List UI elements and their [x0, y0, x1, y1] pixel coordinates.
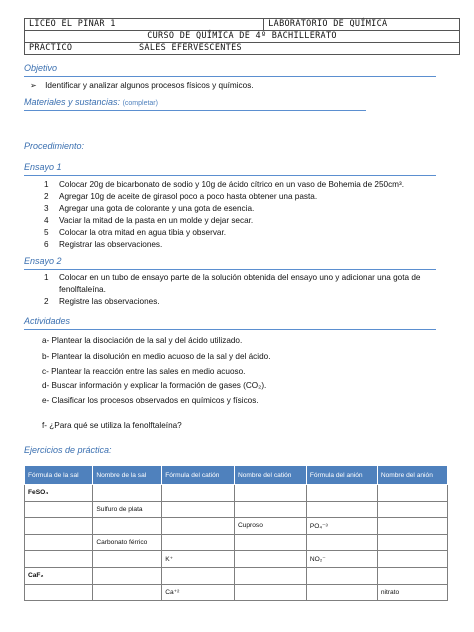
- actividad-item: a- Plantear la disociación de la sal y del ácido utilizado.: [42, 336, 243, 345]
- table-cell[interactable]: [306, 485, 377, 502]
- table-cell[interactable]: NO₂⁻: [306, 551, 377, 568]
- table-cell[interactable]: [25, 584, 93, 601]
- school-name: LICEO EL PINAR 1: [25, 19, 264, 31]
- objetivo-text: Identificar y analizar algunos procesos físicos y químicos.: [45, 81, 254, 90]
- ensayo2-step: 2 Registre las observaciones.: [44, 297, 160, 306]
- practice-type: PRACTICO: [29, 43, 73, 53]
- ensayo2-rule: [24, 269, 436, 270]
- ensayo1-step: 6 Registrar las observaciones.: [44, 240, 163, 249]
- table-header-row: [25, 466, 448, 485]
- column-header: Fórmula del catión: [162, 466, 235, 485]
- column-header: Fórmula de la sal: [25, 466, 93, 485]
- ensayo1-step: 5 Colocar la otra mitad en agua tibia y observar.: [44, 228, 227, 237]
- table-cell[interactable]: [162, 485, 235, 502]
- table-cell[interactable]: CaF₂: [25, 567, 93, 584]
- table-cell[interactable]: [306, 534, 377, 551]
- objetivo-bullet: [30, 80, 254, 90]
- actividad-item: f- ¿Para qué se utiliza la fenolftaleína?: [42, 421, 182, 430]
- table-row: [25, 501, 448, 518]
- table-cell[interactable]: [306, 501, 377, 518]
- table-cell[interactable]: [377, 485, 447, 502]
- table-cell[interactable]: [93, 567, 162, 584]
- table-cell[interactable]: [93, 518, 162, 535]
- ensayo1-step: 3 Agregar una gota de colorante y una gota de esencia.: [44, 204, 255, 213]
- table-cell[interactable]: FeSO₄: [25, 485, 93, 502]
- table-cell[interactable]: K⁺: [162, 551, 235, 568]
- ensayo2-step: 1 Colocar en un tubo de ensayo parte de la solución obtenida del ensayo uno y adicionar una gota de: [44, 273, 421, 282]
- table-cell[interactable]: [377, 551, 447, 568]
- column-header: Nombre del catión: [234, 466, 306, 485]
- table-cell[interactable]: [234, 501, 306, 518]
- table-row: [25, 534, 448, 551]
- table-cell[interactable]: [25, 551, 93, 568]
- table-cell[interactable]: Cuproso: [234, 518, 306, 535]
- table-cell[interactable]: [306, 584, 377, 601]
- table-cell[interactable]: [306, 567, 377, 584]
- course-name: CURSO DE QUÍMICA DE 4º BACHILLERATO: [25, 31, 460, 43]
- table-cell[interactable]: [162, 518, 235, 535]
- table-cell[interactable]: [377, 501, 447, 518]
- practice-row: [25, 43, 460, 55]
- table-cell[interactable]: Sulfuro de plata: [93, 501, 162, 518]
- actividad-item: c- Plantear la reacción entre las sales en medio acuoso.: [42, 367, 246, 376]
- ensayo1-step: 4 Vaciar la mitad de la pasta en un molde y dejar secar.: [44, 216, 254, 225]
- materiales-rule: [24, 110, 366, 111]
- table-cell[interactable]: [162, 567, 235, 584]
- header-table: [24, 18, 460, 55]
- table-cell[interactable]: [25, 501, 93, 518]
- materiales-title: Materiales y sustancias:: [24, 97, 121, 107]
- practice-title: SALES EFERVESCENTES: [139, 43, 242, 53]
- table-cell[interactable]: [377, 518, 447, 535]
- table-row: [25, 551, 448, 568]
- table-row: [25, 485, 448, 502]
- objetivo-heading: Objetivo: [24, 63, 58, 73]
- table-cell[interactable]: [234, 485, 306, 502]
- table-cell[interactable]: [377, 534, 447, 551]
- table-cell[interactable]: [234, 551, 306, 568]
- ejercicios-heading: Ejercicios de práctica:: [24, 445, 112, 455]
- actividad-item: b- Plantear la disolución en medio acuoso de la sal y del ácido.: [42, 352, 271, 361]
- ensayo1-rule: [24, 175, 436, 176]
- actividad-item: e- Clasificar los procesos observados en químicos y físicos.: [42, 396, 259, 405]
- materiales-heading: [24, 97, 158, 107]
- lab-name: LABORATORIO DE QUÍMICA: [264, 19, 460, 31]
- table-cell[interactable]: [25, 534, 93, 551]
- table-cell[interactable]: PO₄⁻³: [306, 518, 377, 535]
- table-cell[interactable]: [93, 551, 162, 568]
- materiales-note: (completar): [122, 100, 158, 107]
- table-cell[interactable]: [25, 518, 93, 535]
- actividad-item: d- Buscar información y explicar la formación de gases (CO₂).: [42, 381, 267, 390]
- ensayo2-heading: Ensayo 2: [24, 256, 62, 266]
- table-cell[interactable]: [162, 534, 235, 551]
- table-row: [25, 584, 448, 601]
- table-cell[interactable]: [234, 534, 306, 551]
- table-cell[interactable]: nitrato: [377, 584, 447, 601]
- table-cell[interactable]: [93, 584, 162, 601]
- table-cell[interactable]: Carbonato férrico: [93, 534, 162, 551]
- actividades-heading: Actividades: [24, 316, 71, 326]
- table-cell[interactable]: [234, 584, 306, 601]
- table-row: [25, 567, 448, 584]
- table-cell[interactable]: [234, 567, 306, 584]
- column-header: Nombre de la sal: [93, 466, 162, 485]
- table-row: [25, 518, 448, 535]
- table-cell[interactable]: Ca⁺²: [162, 584, 235, 601]
- table-cell[interactable]: [162, 501, 235, 518]
- table-cell[interactable]: [93, 485, 162, 502]
- ensayo1-heading: Ensayo 1: [24, 162, 62, 172]
- table-cell[interactable]: [377, 567, 447, 584]
- ensayo1-step: 2 Agregar 10g de aceite de girasol poco a poco hasta obtener una pasta.: [44, 192, 318, 201]
- ensayo2-step-cont: fenolftaleína.: [59, 285, 106, 294]
- actividades-rule: [24, 329, 436, 330]
- arrow-bullet-icon: ➢: [30, 81, 37, 90]
- objetivo-rule: [24, 76, 436, 77]
- column-header: Nombre del anión: [377, 466, 447, 485]
- ensayo1-step: 1 Colocar 20g de bicarbonato de sodio y 10g de ácido cítrico en un vaso de Bohemia de 250cm³.: [44, 180, 405, 189]
- ejercicios-table: [24, 465, 448, 601]
- procedimiento-heading: Procedimiento:: [24, 141, 85, 151]
- column-header: Fórmula del anión: [306, 466, 377, 485]
